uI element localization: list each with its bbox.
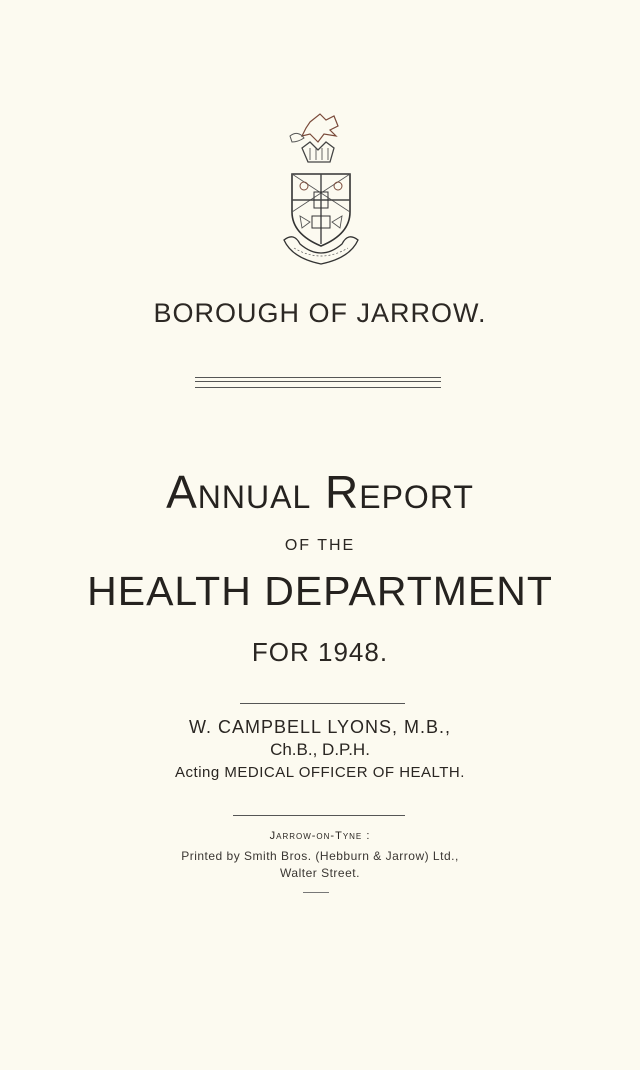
double-rule-divider bbox=[195, 377, 441, 388]
rule-divider bbox=[240, 703, 405, 704]
report-year: FOR 1948. bbox=[251, 637, 389, 667]
borough-heading: BOROUGH OF JARROW. bbox=[153, 298, 487, 328]
publication-place: Jarrow-on-Tyne : bbox=[269, 830, 371, 842]
printer-street: Walter Street. bbox=[280, 866, 360, 880]
report-title: Annual Report bbox=[166, 466, 474, 518]
of-the-text: OF THE bbox=[284, 537, 356, 554]
coat-of-arms-icon bbox=[280, 112, 362, 272]
author-degrees: Ch.B., D.P.H. bbox=[270, 740, 370, 759]
author-name: W. CAMPBELL LYONS, M.B., bbox=[188, 717, 452, 737]
rule-divider bbox=[233, 815, 405, 816]
short-rule bbox=[303, 892, 329, 893]
printer-line: Printed by Smith Bros. (Hebburn & Jarrow) Ltd., bbox=[181, 849, 459, 863]
department-heading: HEALTH DEPARTMENT bbox=[87, 568, 553, 614]
author-role: Acting MEDICAL OFFICER OF HEALTH. bbox=[175, 764, 465, 781]
